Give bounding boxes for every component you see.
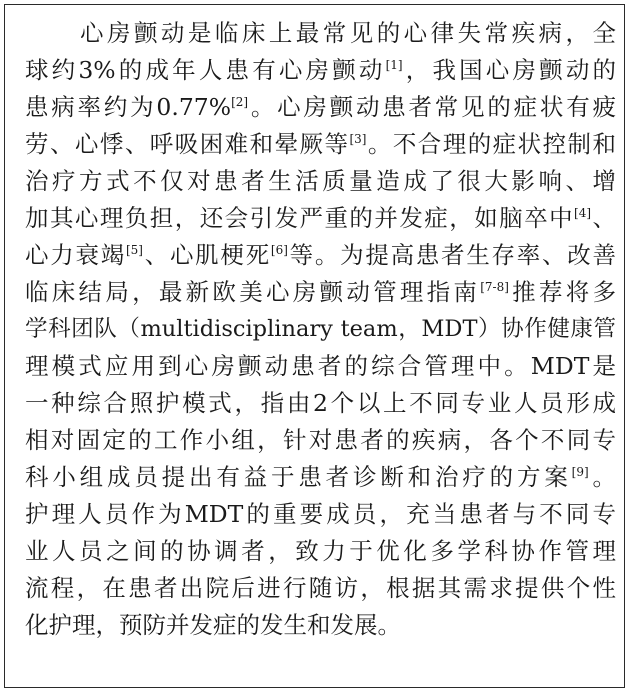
text-line: 流程，在患者出院后进行随访，根据其需求提供个性: [25, 574, 616, 602]
body-paragraph: [25, 15, 616, 644]
text-line: 相对固定的工作小组，针对患者的疾病，各个不同专: [25, 426, 616, 454]
text-line: 劳、心悸、呼吸困难和晕厥等[3]。不合理的症状控制和: [25, 130, 617, 158]
citation-ref[interactable]: [7-8]: [480, 280, 509, 294]
citation-ref[interactable]: [9]: [571, 465, 589, 479]
text-line: 患病率约为0.77%[2]。心房颤动患者常见的症状有疲: [25, 93, 616, 121]
text-line: 化护理，预防并发症的发生和发展。: [25, 611, 401, 639]
citation-ref[interactable]: [2]: [231, 95, 249, 109]
citation-ref[interactable]: [6]: [270, 243, 288, 257]
text-line: 科小组成员提出有益于患者诊断和治疗的方案[9]。: [25, 463, 617, 491]
text-line: 业人员之间的协调者，致力于优化多学科协作管理: [25, 537, 616, 565]
text-line: 学科团队（multidisciplinary team，MDT）协作健康管: [25, 316, 616, 342]
text-line: 理模式应用到心房颤动患者的综合管理中。MDT是: [25, 352, 616, 380]
text-line: 临床结局，最新欧美心房颤动管理指南[7-8]推荐将多: [25, 278, 617, 306]
citation-ref[interactable]: [5]: [125, 243, 143, 257]
text-frame: [4, 4, 625, 688]
text-line: 护理人员作为MDT的重要成员，充当患者与不同专: [25, 500, 616, 528]
text-line: 心力衰竭[5]、心肌梗死[6]等。为提高患者生存率、改善: [25, 241, 617, 269]
text-line: 心房颤动是临床上最常见的心律失常疾病，全: [80, 19, 616, 47]
citation-ref[interactable]: [3]: [349, 132, 367, 146]
text-line: 加其心理负担，还会引发严重的并发症，如脑卒中[4]、: [25, 204, 617, 232]
text-line: 治疗方式不仅对患者生活质量造成了很大影响、增: [25, 167, 616, 195]
citation-ref[interactable]: [4]: [574, 206, 592, 220]
text-line: 一种综合照护模式，指由2个以上不同专业人员形成: [25, 389, 616, 417]
text-line: 球约3%的成年人患有心房颤动[1]，我国心房颤动的: [25, 56, 617, 84]
citation-ref[interactable]: [1]: [385, 58, 403, 72]
